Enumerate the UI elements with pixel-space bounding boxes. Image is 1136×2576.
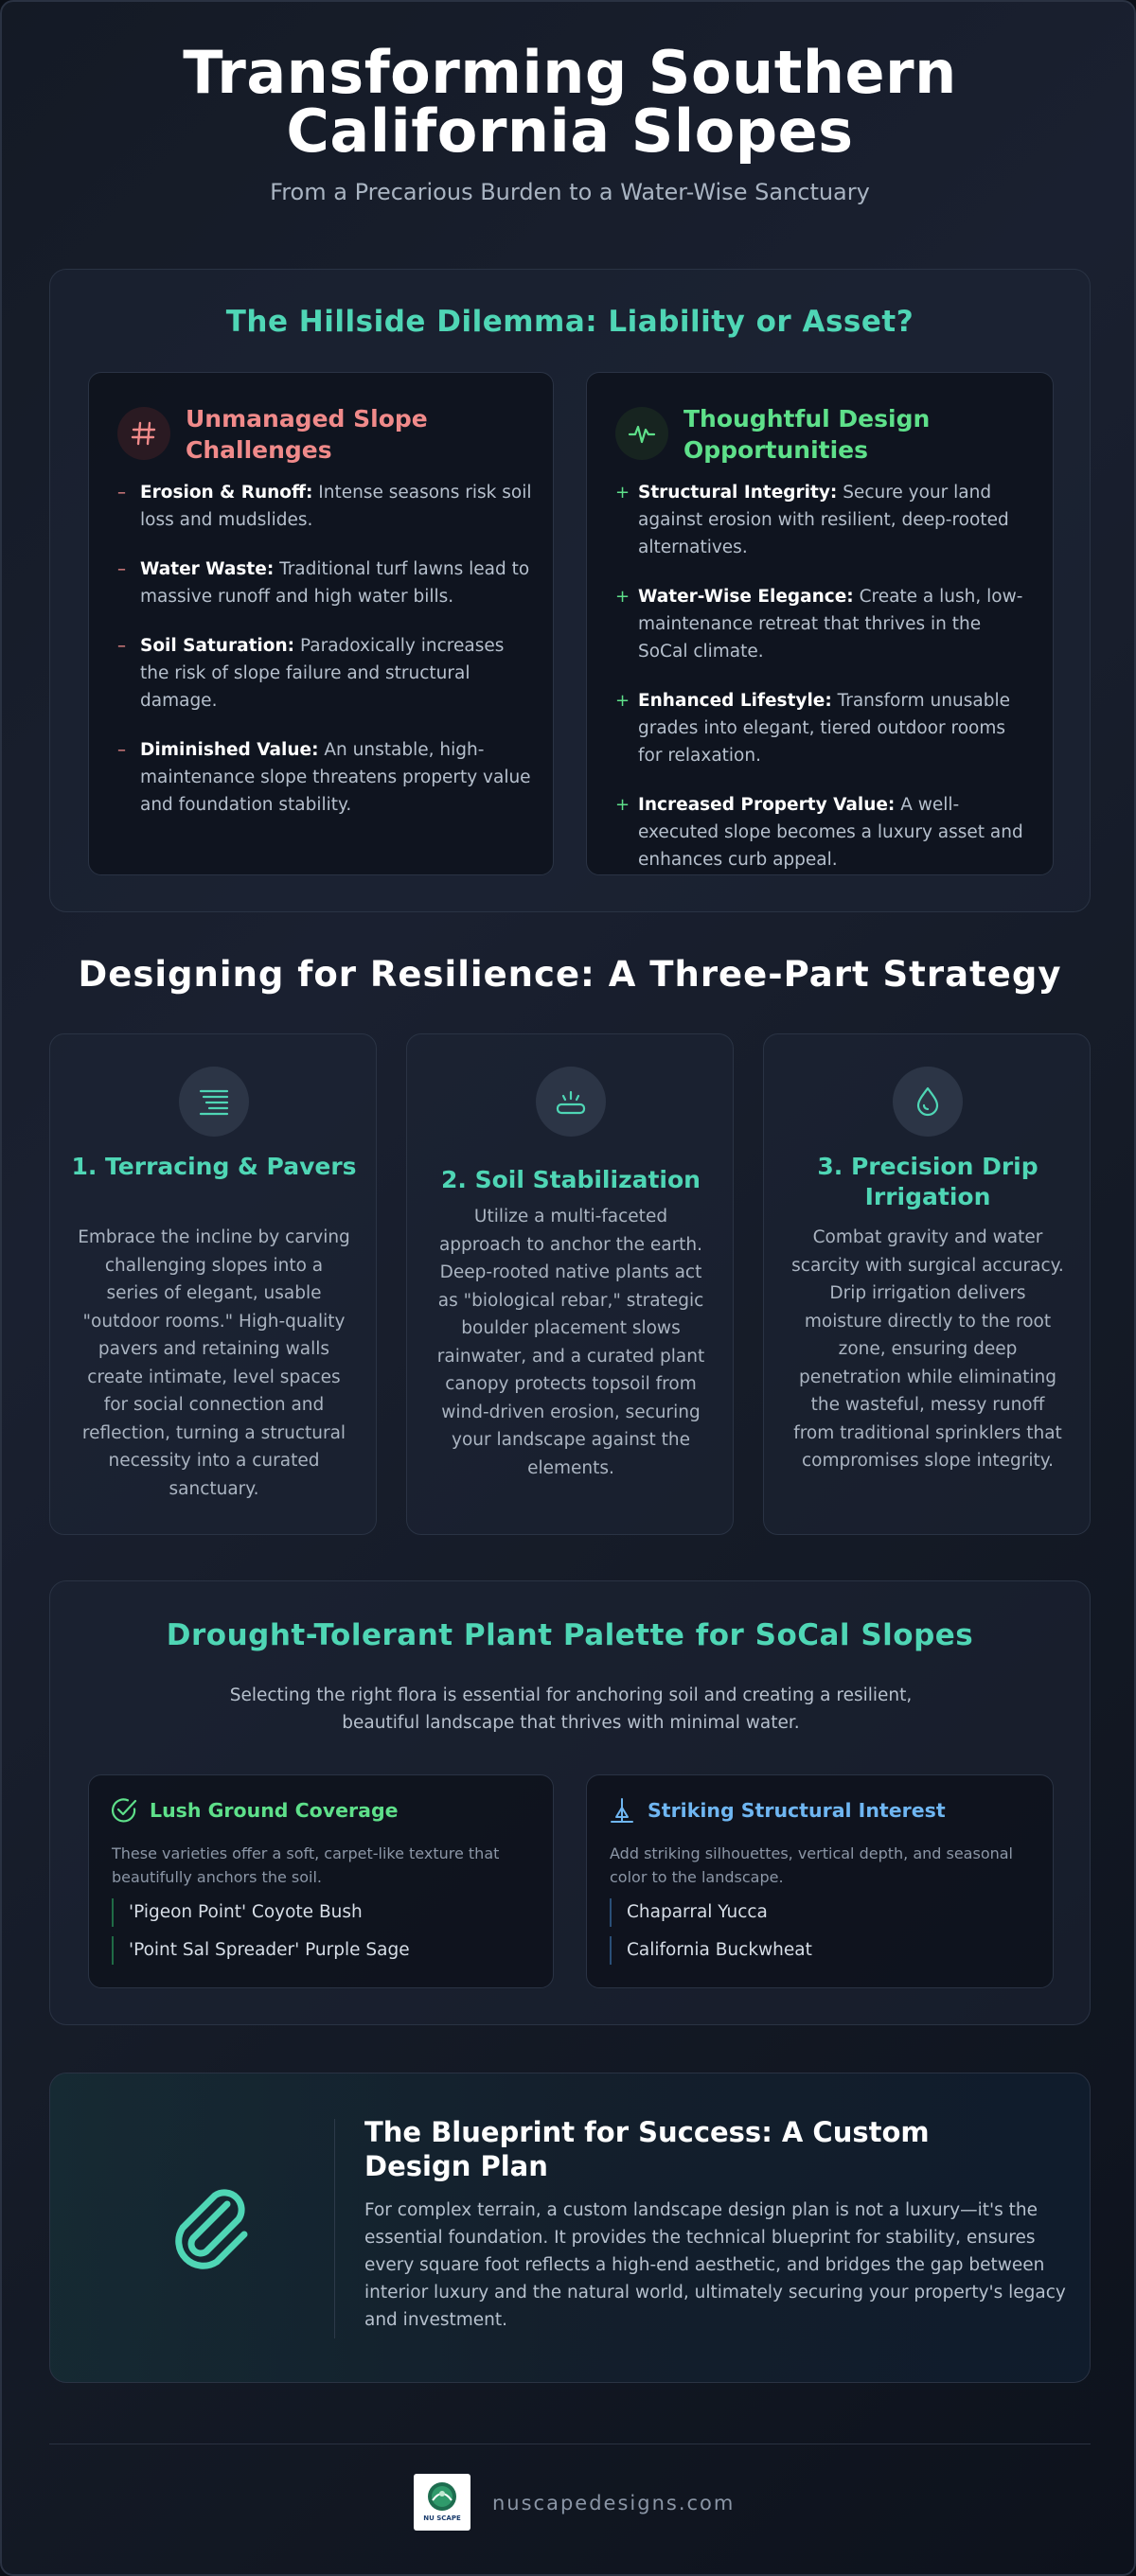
svg-text:NU SCAPE: NU SCAPE xyxy=(423,2514,461,2522)
plant-item: 'Pigeon Point' Coyote Bush xyxy=(112,1898,363,1927)
challenges-list xyxy=(117,479,534,840)
ground-coverage-desc: These varieties offer a soft, carpet-like texture that beautifully anchors the soil. xyxy=(112,1844,500,1886)
paperclip-icon xyxy=(159,2176,263,2280)
opportunities-list xyxy=(615,479,1032,895)
list-item: – Water Waste: Traditional turf lawns lead to massive runoff and high water bills. xyxy=(117,559,530,607)
strategy-card-title: 1. Terracing & Pavers xyxy=(71,1153,357,1180)
strategy-card-body: Embrace the incline by carving challenging slopes into a series of elegant, usable "outdoor rooms." High-quality pavers and retaining walls create intimate, level spaces for social connection and reflection, turning a structural necessity into a curated sanctuary. xyxy=(78,1227,350,1499)
strategy-card-irrigation xyxy=(763,1033,1091,1535)
structural-interest-card xyxy=(586,1774,1054,1988)
ground-coverage-card xyxy=(88,1774,554,1988)
plants-intro: Selecting the right flora is essential for anchoring soil and creating a resilient, beautiful landscape that thrives with minimal water. xyxy=(229,1685,913,1733)
structural-interest-heading: Striking Structural Interest xyxy=(648,1799,946,1822)
strategy-title: Designing for Resilience: A Three-Part Strategy xyxy=(78,954,1062,995)
structural-interest-desc: Add striking silhouettes, vertical depth, and seasonal color to the landscape. xyxy=(610,1844,1013,1886)
opportunities-card xyxy=(586,372,1054,875)
plant-item: Chaparral Yucca xyxy=(610,1898,768,1927)
list-item: + Structural Integrity: Secure your land against erosion with resilient, deep-rooted alternatives. xyxy=(615,483,1009,557)
website-link[interactable]: nuscapedesigns.com xyxy=(492,2492,736,2514)
dilemma-panel xyxy=(49,269,1091,912)
list-item: + Enhanced Lifestyle: Transform unusable grades into elegant, tiered outdoor rooms for relaxation. xyxy=(615,691,1010,766)
dilemma-title: The Hillside Dilemma: Liability or Asset? xyxy=(225,305,914,339)
check-circle-icon xyxy=(110,1796,138,1825)
list-item: – Diminished Value: An unstable, high-maintenance slope threatens property value and foundation stability. xyxy=(117,740,531,815)
strategy-card-body: Utilize a multi-faceted approach to anchor the earth. Deep-rooted native plants act as "biological rebar," strategic boulder placement slows rainwater, and a curated plant canopy protects topsoil from wind-driven erosion, securing your landscape against the elements. xyxy=(436,1207,705,1478)
pulse-icon xyxy=(615,407,668,460)
plant-item: 'Point Sal Spreader' Purple Sage xyxy=(112,1936,410,1965)
blueprint-panel xyxy=(49,2073,1091,2383)
list-item: – Erosion & Runoff: Intense seasons risk soil loss and mudslides. xyxy=(117,483,532,530)
list-item: + Water-Wise Elegance: Create a lush, low-maintenance retreat that thrives in the SoCal climate. xyxy=(615,587,1023,662)
blueprint-title: The Blueprint for Success: A Custom Design Plan xyxy=(364,2116,930,2182)
list-item: + Increased Property Value: A well-executed slope becomes a luxury asset and enhances curb appeal. xyxy=(615,795,1023,870)
list-item: – Soil Saturation: Paradoxically increases the risk of slope failure and structural damage. xyxy=(117,636,505,711)
sprout-icon xyxy=(536,1067,606,1137)
page-title: Transforming Southern California Slopes xyxy=(183,38,957,166)
strategy-card-body: Combat gravity and water scarcity with surgical accuracy. Drip irrigation delivers moisture directly to the root zone, ensuring deep penetration while eliminating the wasteful, messy runoff from traditional sprinklers that compromises slope integrity. xyxy=(791,1227,1064,1471)
challenges-heading: Unmanaged Slope Challenges xyxy=(186,405,428,464)
strategy-card-title: 3. Precision Drip Irrigation xyxy=(817,1153,1038,1210)
plants-title: Drought-Tolerant Plant Palette for SoCal Slopes xyxy=(166,1618,974,1652)
challenges-card xyxy=(88,372,554,875)
blueprint-body: For complex terrain, a custom landscape design plan is not a luxury—it's the essential foundation. It provides the technical blueprint for stability, ensures every square foot reflects a high-end aesthetic, and bridges the gap between interior luxury and the natural world, ultimately securing your property's legacy and investment. xyxy=(364,2200,1066,2330)
opportunities-heading: Thoughtful Design Opportunities xyxy=(683,405,931,464)
company-logo xyxy=(414,2474,470,2531)
strategy-card-soil xyxy=(406,1033,734,1535)
page-subtitle: From a Precarious Burden to a Water-Wise Sanctuary xyxy=(270,179,870,205)
yucca-icon xyxy=(608,1796,636,1825)
strategy-card-terracing xyxy=(49,1033,377,1535)
water-drop-icon xyxy=(893,1067,963,1137)
blueprint-divider xyxy=(334,2119,335,2338)
terraces-icon xyxy=(179,1067,249,1137)
plant-item: California Buckwheat xyxy=(610,1936,812,1965)
plants-panel xyxy=(49,1580,1091,2025)
ground-coverage-heading: Lush Ground Coverage xyxy=(150,1799,399,1822)
strategy-card-title: 2. Soil Stabilization xyxy=(441,1166,701,1193)
hash-icon xyxy=(117,407,170,460)
